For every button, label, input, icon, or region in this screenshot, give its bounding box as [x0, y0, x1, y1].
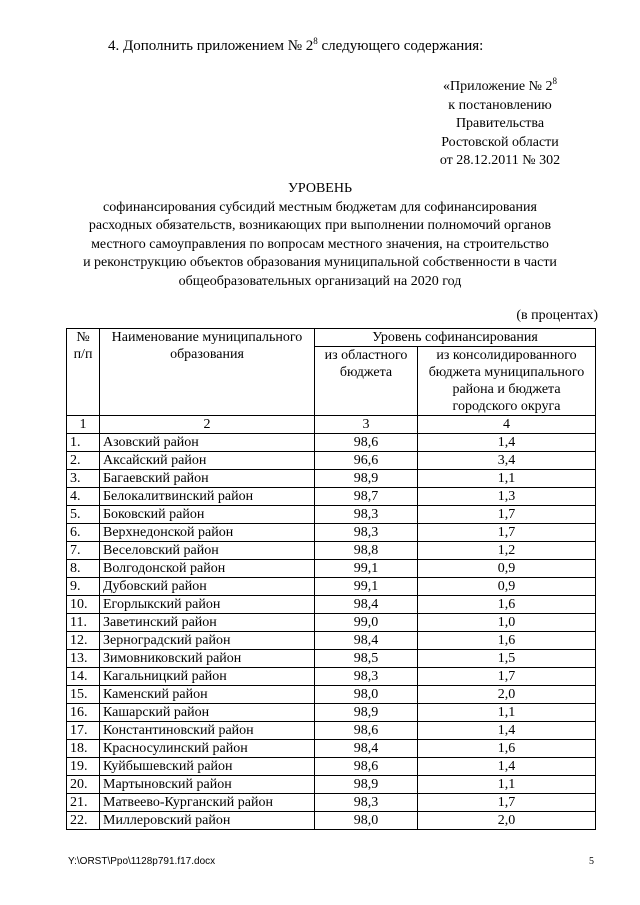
row-name: Матвеево-Курганский район: [100, 794, 315, 812]
row-number: 13.: [67, 650, 100, 668]
row-name: Белокалитвинский район: [100, 488, 315, 506]
appendix-superscript: 8: [552, 76, 557, 86]
row-local-share: 0,9: [418, 560, 596, 578]
row-name: Аксайский район: [100, 452, 315, 470]
table-row: [67, 668, 596, 686]
table-row: [67, 632, 596, 650]
row-number: 11.: [67, 614, 100, 632]
row-local-share: 1,7: [418, 794, 596, 812]
row-number: 9.: [67, 578, 100, 596]
table-row: [67, 560, 596, 578]
index-cell: 2: [100, 416, 315, 434]
row-number: 19.: [67, 758, 100, 776]
row-regional-share: 98,3: [315, 524, 418, 542]
title-line: софинансирования субсидий местным бюджетам для софинансирования: [103, 199, 537, 215]
table-row: [67, 452, 596, 470]
intro-superscript: 8: [313, 36, 318, 46]
row-regional-share: 98,4: [315, 596, 418, 614]
row-local-share: 1,7: [418, 506, 596, 524]
row-regional-share: 98,4: [315, 632, 418, 650]
row-regional-share: 98,8: [315, 542, 418, 560]
row-number: 4.: [67, 488, 100, 506]
table-row: [67, 686, 596, 704]
row-name: Зимовниковский район: [100, 650, 315, 668]
table-row: [67, 524, 596, 542]
row-local-share: 0,9: [418, 578, 596, 596]
row-number: 5.: [67, 506, 100, 524]
row-name: Зерноградский район: [100, 632, 315, 650]
row-number: 1.: [67, 434, 100, 452]
table-row: [67, 542, 596, 560]
appendix-line-4: Ростовской области: [441, 134, 559, 150]
row-number: 15.: [67, 686, 100, 704]
row-local-share: 1,1: [418, 704, 596, 722]
table-row: [67, 650, 596, 668]
row-regional-share: 96,6: [315, 452, 418, 470]
row-name: Кашарский район: [100, 704, 315, 722]
header-name: Наименование муниципального образования: [100, 329, 315, 416]
appendix-line-5: от 28.12.2011 № 302: [439, 153, 561, 168]
row-local-share: 1,4: [418, 434, 596, 452]
appendix-line-3: Правительства: [455, 116, 545, 131]
row-local-share: 1,4: [418, 722, 596, 740]
appendix-label: «Приложение № 2: [443, 79, 553, 94]
row-number: 17.: [67, 722, 100, 740]
appendix-line-2: к постановлению: [448, 97, 552, 113]
row-number: 2.: [67, 452, 100, 470]
row-number: 12.: [67, 632, 100, 650]
row-local-share: 1,1: [418, 470, 596, 488]
page-number: 5: [589, 856, 594, 867]
title-line: местного самоуправления по вопросам местного значения, на строительство: [91, 236, 549, 252]
row-number: 14.: [67, 668, 100, 686]
row-name: Куйбышевский район: [100, 758, 315, 776]
table-row: [67, 488, 596, 506]
table-row: [67, 470, 596, 488]
row-regional-share: 98,9: [315, 704, 418, 722]
row-name: Веселовский район: [100, 542, 315, 560]
row-name: Егорлыкский район: [100, 596, 315, 614]
row-name: Константиновский район: [100, 722, 315, 740]
table-row: [67, 596, 596, 614]
row-regional-share: 98,7: [315, 488, 418, 506]
row-regional-share: 98,9: [315, 470, 418, 488]
row-name: Заветинский район: [100, 614, 315, 632]
index-cell: 4: [418, 416, 596, 434]
table-row: [67, 704, 596, 722]
row-local-share: 1,6: [418, 596, 596, 614]
index-cell: 1: [67, 416, 100, 434]
units-label: (в процентах): [516, 308, 598, 323]
row-name: Миллеровский район: [100, 812, 315, 830]
row-local-share: 2,0: [418, 812, 596, 830]
title-line: общеобразовательных организаций на 2020 год: [178, 273, 462, 289]
row-number: 6.: [67, 524, 100, 542]
header-col3: из областного бюджета: [315, 347, 418, 416]
row-local-share: 1,2: [418, 542, 596, 560]
title-line: расходных обязательств, возникающих при выполнении полномочий органов: [88, 218, 552, 233]
row-regional-share: 98,3: [315, 668, 418, 686]
row-local-share: 1,4: [418, 758, 596, 776]
row-local-share: 1,5: [418, 650, 596, 668]
row-local-share: 1,6: [418, 740, 596, 758]
row-number: 10.: [67, 596, 100, 614]
row-local-share: 1,6: [418, 632, 596, 650]
row-name: Волгодонской район: [100, 560, 315, 578]
row-regional-share: 99,1: [315, 578, 418, 596]
table-row: [67, 434, 596, 452]
row-local-share: 1,1: [418, 776, 596, 794]
table-row: [67, 794, 596, 812]
row-name: Багаевский район: [100, 470, 315, 488]
header-col4: из консолидированного бюджета муниципального района и бюджета городского округа: [418, 347, 596, 416]
row-number: 16.: [67, 704, 100, 722]
row-number: 20.: [67, 776, 100, 794]
row-name: Дубовский район: [100, 578, 315, 596]
table-row: [67, 740, 596, 758]
index-row: [67, 416, 596, 434]
row-name: Кагальницкий район: [100, 668, 315, 686]
row-name: Азовский район: [100, 434, 315, 452]
cofinancing-table: [66, 328, 596, 830]
row-local-share: 3,4: [418, 452, 596, 470]
header-group: Уровень софинансирования: [315, 329, 596, 347]
row-name: Мартыновский район: [100, 776, 315, 794]
file-path: Y:\ORST\Ppo\1128p791.f17.docx: [68, 856, 216, 867]
row-local-share: 1,7: [418, 524, 596, 542]
header-num: № п/п: [67, 329, 100, 416]
appendix-block: [410, 72, 590, 171]
row-name: Верхнедонской район: [100, 524, 315, 542]
row-regional-share: 98,3: [315, 794, 418, 812]
title-heading: УРОВЕНЬ: [287, 181, 353, 196]
row-regional-share: 98,0: [315, 686, 418, 704]
row-name: Каменский район: [100, 686, 315, 704]
row-number: 3.: [67, 470, 100, 488]
row-regional-share: 98,6: [315, 722, 418, 740]
row-name: Красносулинский район: [100, 740, 315, 758]
row-regional-share: 98,0: [315, 812, 418, 830]
row-regional-share: 99,1: [315, 560, 418, 578]
row-regional-share: 98,6: [315, 758, 418, 776]
row-number: 8.: [67, 560, 100, 578]
row-regional-share: 98,9: [315, 776, 418, 794]
row-local-share: 2,0: [418, 686, 596, 704]
row-name: Боковский район: [100, 506, 315, 524]
document-title: [40, 180, 600, 291]
row-number: 7.: [67, 542, 100, 560]
row-local-share: 1,0: [418, 614, 596, 632]
row-regional-share: 98,6: [315, 434, 418, 452]
row-number: 22.: [67, 812, 100, 830]
row-number: 21.: [67, 794, 100, 812]
title-line: и реконструкцию объектов образования муниципальной собственности в части: [83, 255, 557, 270]
table-row: [67, 776, 596, 794]
row-local-share: 1,7: [418, 668, 596, 686]
row-local-share: 1,3: [418, 488, 596, 506]
intro-suffix: следующего содержания:: [317, 38, 484, 54]
intro-prefix: 4. Дополнить приложением № 2: [108, 38, 314, 54]
appendix-line-1: [410, 72, 590, 97]
row-regional-share: 98,4: [315, 740, 418, 758]
table-row: [67, 578, 596, 596]
row-regional-share: 98,5: [315, 650, 418, 668]
table-row: [67, 506, 596, 524]
table-row: [67, 614, 596, 632]
row-regional-share: 99,0: [315, 614, 418, 632]
intro-paragraph: [108, 36, 483, 55]
index-cell: 3: [315, 416, 418, 434]
row-regional-share: 98,3: [315, 506, 418, 524]
table-row: [67, 722, 596, 740]
row-number: 18.: [67, 740, 100, 758]
table-row: [67, 812, 596, 830]
table-row: [67, 758, 596, 776]
